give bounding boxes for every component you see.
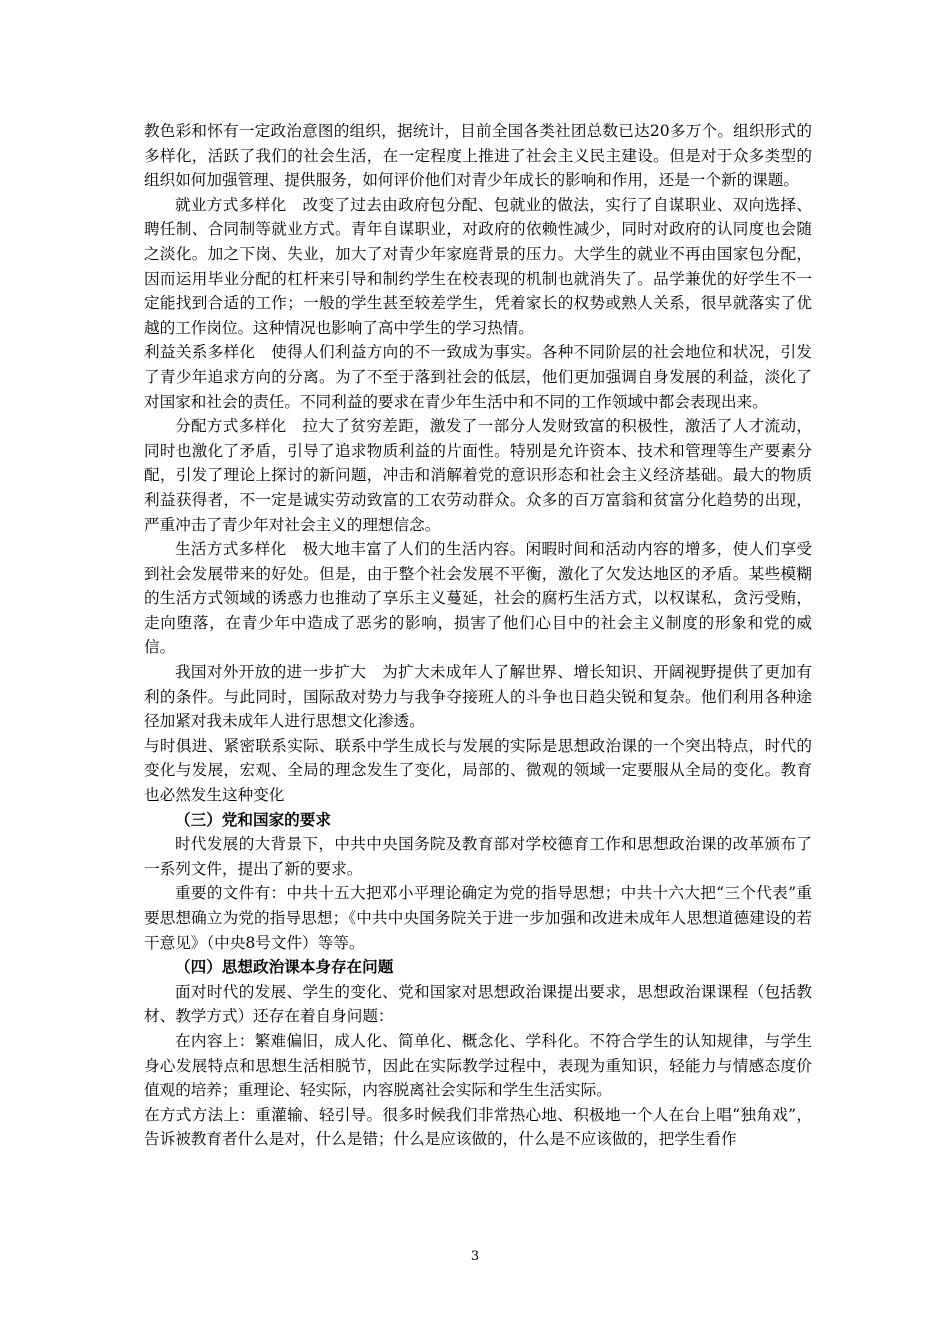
paragraph: 分配方式多样化 拉大了贫穷差距，激发了一部分人发财致富的积极性，激活了人才流动，同时也激化了矛盾，引导了追求物质利益的片面性。特别是允许资本、技术和管理等生产要素分配，引发了理论上探讨的新问题，冲击和消解着党的意识形态和社会主义经济基础。最大的物质利益获得者，不一定是诚实劳动致富的工农劳动群众。众多的百万富翁和贫富分化趋势的出现，严重冲击了青少年对社会主义的理想信念。 <box>144 417 812 534</box>
paragraph: 重要的文件有：中共十五大把邓小平理论确定为党的指导思想；中共十六大把“三个代表”重要思想确立为党的指导思想；《中共中央国务院关于进一步加强和改进未成年人思想道德建设的若干意见》（中央8号文件）等等。 <box>144 884 812 952</box>
section-heading: （三）党和国家的要求 <box>175 809 331 829</box>
paragraph: 教色彩和怀有一定政治意图的组织，据统计，目前全国各类社团总数已达20多万个。组织形式的多样化，活跃了我们的社会生活，在一定程度上推进了社会主义民主建设。但是对于众多类型的组织如何加强管理、提供服务，如何评价他们对青少年成长的影响和作用，还是一个新的课题。 <box>144 122 812 190</box>
page-number: 3 <box>470 1249 480 1264</box>
paragraph: 时代发展的大背景下，中共中央国务院及教育部对学校德育工作和思想政治课的改革颁布了一系列文件，提出了新的要求。 <box>144 835 812 878</box>
paragraph: 在方式方法上：重灌输、轻引导。很多时候我们非常热心地、积极地一个人在台上唱“独角戏”，告诉被教育者什么是对，什么是错；什么是应该做的，什么是不应该做的，把学生看作 <box>144 1105 812 1149</box>
paragraph: 在内容上：繁难偏旧，成人化、简单化、概念化、学科化。不符合学生的认知规律，与学生身心发展特点和思想生活相脱节，因此在实际教学过程中，表现为重知识，轻能力与情感态度价值观的培养；重理论、轻实际，内容脱离社会实际和学生生活实际。 <box>144 1031 812 1100</box>
paragraph: 就业方式多样化 改变了过去由政府包分配、包就业的做法，实行了自谋职业、双向选择、聘任制、合同制等就业方式。青年自谋职业，对政府的依赖性减少，同时对政府的认同度也会随之淡化。加之下岗、失业，加大了对青少年家庭背景的压力。大学生的就业不再由国家包分配，因而运用毕业分配的杠杆来引导和制约学生在校表现的机制也就消失了。品学兼优的好学生不一定能找到合适的工作；一般的学生甚至较差学生，凭着家长的权势或熟人关系，很早就落实了优越的工作岗位。这种情况也影响了高中学生的学习热情。 <box>144 195 812 337</box>
paragraph: 利益关系多样化 使得人们利益方向的不一致成为事实。各种不同阶层的社会地位和状况，引发了青少年追求方向的分离。为了不至于落到社会的低层，他们更加强调自身发展的利益，淡化了对国家和社会的责任。不同利益的要求在青少年生活中和不同的工作领域中都会表现出来。 <box>144 343 812 411</box>
document-body <box>144 119 812 1152</box>
paragraph: 面对时代的发展、学生的变化、党和国家对思想政治课提出要求，思想政治课课程（包括教材、教学方式）还存在着自身问题： <box>144 982 812 1026</box>
paragraph: 我国对外开放的进一步扩大 为扩大未成年人了解世界、增长知识、开阔视野提供了更加有利的条件。与此同时，国际敌对势力与我争夺接班人的斗争也日趋尖锐和复杂。他们利用各种途径加紧对我未成年人进行思想文化渗透。 <box>144 663 812 731</box>
paragraph: 生活方式多样化 极大地丰富了人们的生活内容。闲暇时间和活动内容的增多，使人们享受到社会发展带来的好处。但是，由于整个社会发展不平衡，激化了欠发达地区的矛盾。某些模糊的生活方式领域的诱惑力也推动了享乐主义蔓延，社会的腐朽生活方式，以权谋私，贪污受贿，走向堕落，在青少年中造成了恶劣的影响，损害了他们心目中的社会主义制度的形象和党的威信。 <box>144 540 812 657</box>
section-heading: （四）思想政治课本身存在问题 <box>175 957 394 977</box>
paragraph: 与时俱进、紧密联系实际、联系中学生成长与发展的实际是思想政治课的一个突出特点，时代的变化与发展，宏观、全局的理念发生了变化，局部的、微观的领域一定要服从全局的变化。教育也必然发生这种变化 <box>144 736 812 805</box>
